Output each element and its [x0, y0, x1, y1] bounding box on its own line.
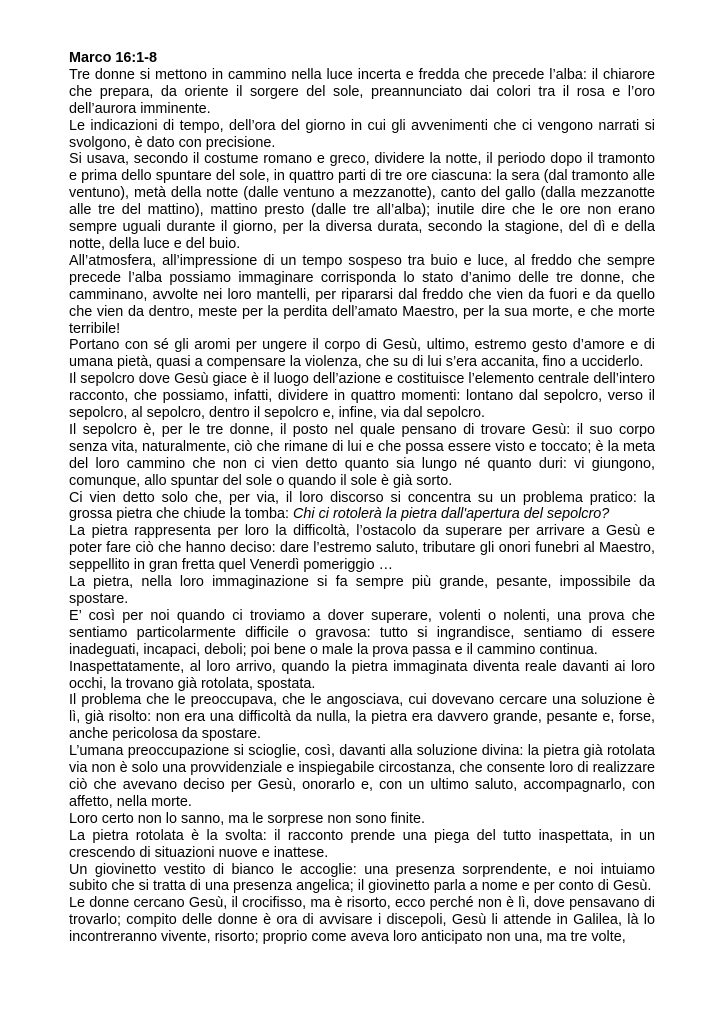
paragraph: Le indicazioni di tempo, dell’ora del giorno in cui gli avvenimenti che ci vengono narrati si svolgono, è dato con precisione. [69, 117, 655, 151]
paragraph: L’umana preoccupazione si scioglie, così, davanti alla soluzione divina: la pietra già rotolata via non è solo una provvidenziale e inspiegabile circostanza, che consente loro di realizzare ciò che avevano deciso per Gesù, onorarlo e, con un ultimo saluto, accompagnarlo, con affetto, nella morte. [69, 743, 655, 810]
paragraph: Un giovinetto vestito di bianco le accoglie: una presenza sorprendente, e noi intuiamo subito che si tratta di una presenza angelica; il giovinetto parla a nome e per conto di Gesù. [69, 861, 655, 895]
paragraph: Tre donne si mettono in cammino nella luce incerta e fredda che precede l’alba: il chiarore che prepara, da oriente il sorgere del sole, preannunciato dai colori tra il rosa e l’oro dell’aurora imminente. [69, 66, 655, 117]
paragraph: La pietra, nella loro immaginazione si fa sempre più grande, pesante, impossibile da spostare. [69, 574, 655, 607]
paragraph: La pietra rotolata è la svolta: il racconto prende una piega del tutto inaspettata, in un crescendo di situazioni nuove e inattese. [69, 827, 655, 861]
paragraph: Si usava, secondo il costume romano e greco, dividere la notte, il periodo dopo il tramonto e prima dello spuntare del sole, in quattro parti di tre ore ciascuna: la sera (dal tramonto alle ventuno), metà della notte (dalle ventuno a mezzanotte), canto del gallo (dalla mezzanotte alle tre del mattino), mattino presto (dalle tre all’alba); inutile dire che le ore non erano sempre uguali durante il giorno, per la diversa durata, secondo la stagione, del dì e della notte, della luce e del buio. [69, 151, 655, 252]
paragraph-text: Ci vien detto solo che, per via, il loro discorso si concentra su un problema pratico: la grossa pietra che chiude la tomba: [69, 489, 655, 523]
document-page [69, 50, 655, 946]
paragraph: E’ così per noi quando ci troviamo a dover superare, volenti o nolenti, una prova che sentiamo particolarmente difficile o gravosa: tutto si ingrandisce, sentiamo di essere inadeguati, incapaci, deboli; poi bene o male la prova passa e il cammino continua. [69, 607, 655, 658]
paragraph: Inaspettatamente, al loro arrivo, quando la pietra immaginata diventa reale davanti ai loro occhi, la trovano già rotolata, spostata. [69, 658, 655, 692]
paragraph: All’atmosfera, all’impressione di un tempo sospeso tra buio e luce, al freddo che sempre precede l’alba possiamo immaginare corrisponda lo stato d’animo delle tre donne, che camminano, avvolte nei loro mantelli, per ripararsi dal freddo che vien da fuori e da quello che vien da dentro, meste per la perdita dell’amato Maestro, per la sua morte, e che morte terribile! [69, 252, 655, 337]
paragraph: Le donne cercano Gesù, il crocifisso, ma è risorto, ecco perché non è lì, dove pensavano di trovarlo; compito delle donne è ora di avvisare i discepoli, Gesù li attende in Galilea, là lo incontreranno vivente, risorto; proprio come aveva loro anticipato non una, ma tre volte, [69, 895, 655, 946]
paragraph: Il problema che le preoccupava, che le angosciava, cui dovevano cercare una soluzione è lì, già risolto: non era una difficoltà da nulla, la pietra era davvero grande, pesante e, forse, anche pericolosa da spostare. [69, 692, 655, 743]
paragraph: Loro certo non lo sanno, ma le sorprese non sono finite. [69, 810, 425, 827]
italic-question: Chi ci rotolerà la pietra dall'apertura del sepolcro? [292, 506, 610, 523]
document-title: Marco 16:1-8 [69, 50, 157, 66]
paragraph: Il sepolcro è, per le tre donne, il posto nel quale pensano di trovare Gesù: il suo corpo senza vita, naturalmente, ciò che rimane di lui e che possa essere visto e toccato; è la meta del loro cammino che non ci vien detto quanto sia lungo né quanto duri: vi giungono, comunque, allo spuntar del sole o quando il sole è già sorto. [69, 421, 655, 489]
paragraph: Portano con sé gli aromi per ungere il corpo di Gesù, ultimo, estremo gesto d’amore e di umana pietà, quasi a compensare la violenza, che su di lui s’era accanita, fino a ucciderlo. [69, 337, 655, 371]
paragraph-stone-question [69, 490, 655, 524]
paragraph: Il sepolcro dove Gesù giace è il luogo dell’azione e costituisce l’elemento centrale dell’intero racconto, che possiamo, infatti, dividere in quattro momenti: lontano dal sepolcro, verso il sepolcro, al sepolcro, dentro il sepolcro e, infine, via dal sepolcro. [69, 371, 655, 422]
paragraph: La pietra rappresenta per loro la difficoltà, l’ostacolo da superare per arrivare a Gesù e poter fare ciò che hanno deciso: dare l’estremo saluto, tributare gli onori funebri al Maestro, seppellito in gran fretta quel Venerdì pomeriggio … [69, 523, 655, 574]
